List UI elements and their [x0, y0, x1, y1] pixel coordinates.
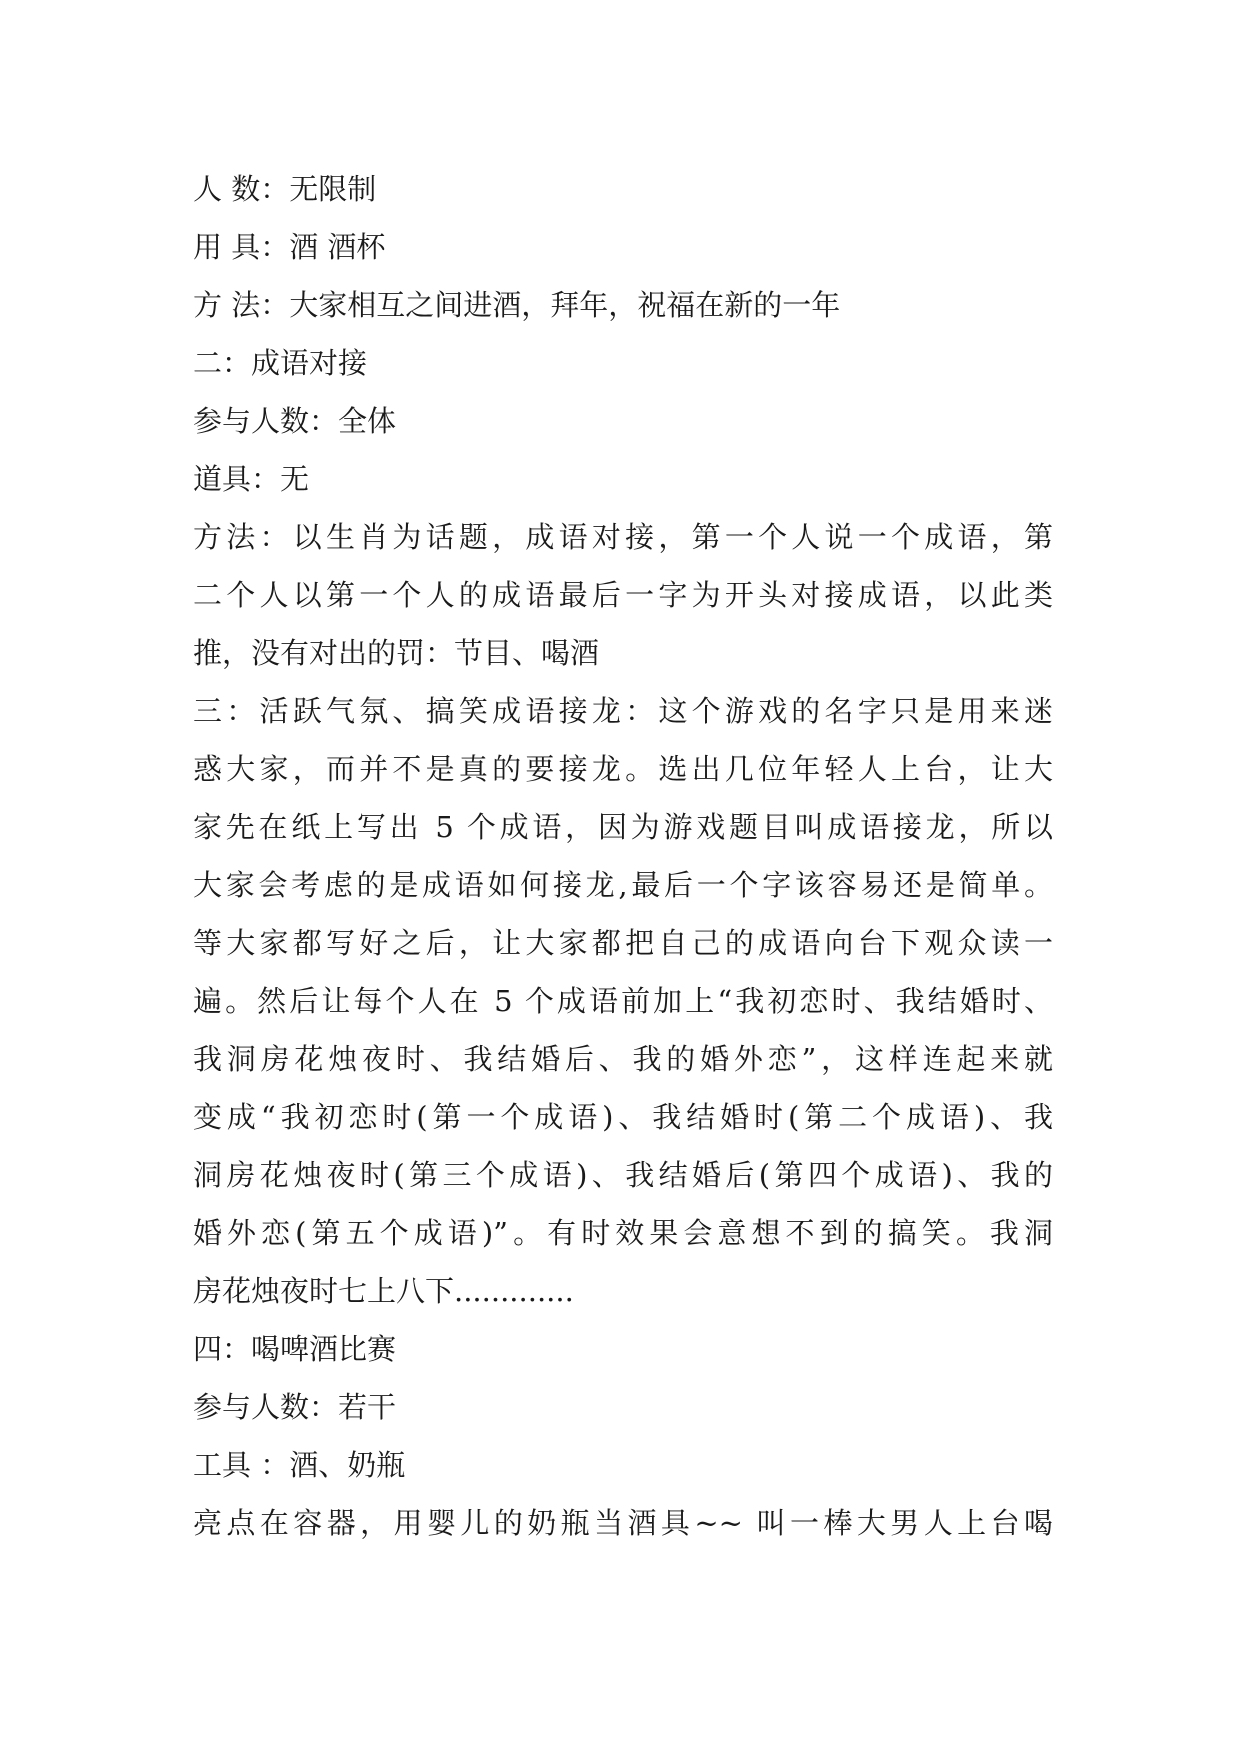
paragraph-line: 变成“我初恋时(第一个成语)、我结婚时(第二个成语)、我 — [193, 1100, 1053, 1134]
text-line-method: 方 法：大家相互之间进酒，拜年，祝福在新的一年 — [193, 288, 841, 322]
text-line-participants: 参与人数：若干 — [193, 1390, 397, 1424]
paragraph-line: 遍。然后让每个人在 5 个成语前加上“我初恋时、我结婚时、 — [193, 984, 1053, 1018]
text-line-tools: 工具 ：酒、奶瓶 — [193, 1448, 406, 1482]
paragraph-line: 亮点在容器，用婴儿的奶瓶当酒具~~ 叫一棒大男人上台喝 — [193, 1506, 1053, 1540]
section-heading-funny-idiom: 三：活跃气氛、搞笑成语接龙：这个游戏的名字只是用来迷 — [193, 694, 1053, 728]
paragraph-line: 大家会考虑的是成语如何接龙,最后一个字该容易还是简单。 — [193, 868, 1053, 902]
paragraph-line: 婚外恋(第五个成语)”。有时效果会意想不到的搞笑。我洞 — [193, 1216, 1053, 1250]
paragraph-line: 房花烛夜时七上八下............. — [193, 1274, 574, 1308]
paragraph-line: 惑大家，而并不是真的要接龙。选出几位年轻人上台，让大 — [193, 752, 1053, 786]
paragraph-line: 家先在纸上写出 5 个成语，因为游戏题目叫成语接龙，所以 — [193, 810, 1053, 844]
paragraph-line: 推，没有对出的罚：节目、喝酒 — [193, 636, 600, 670]
paragraph-line: 方法：以生肖为话题，成语对接，第一个人说一个成语，第 — [193, 520, 1053, 554]
text-line-participants: 参与人数：全体 — [193, 404, 397, 438]
document-body — [193, 160, 1053, 1552]
section-heading-beer-contest: 四：喝啤酒比赛 — [193, 1332, 397, 1366]
paragraph-line: 我洞房花烛夜时、我结婚后、我的婚外恋”，这样连起来就 — [193, 1042, 1053, 1076]
paragraph-line: 等大家都写好之后，让大家都把自己的成语向台下观众读一 — [193, 926, 1053, 960]
section-heading-idiom-chain: 二：成语对接 — [193, 346, 368, 380]
paragraph-line: 二个人以第一个人的成语最后一字为开头对接成语，以此类 — [193, 578, 1053, 612]
text-line-people-count: 人 数：无限制 — [193, 172, 377, 206]
text-line-props: 道具：无 — [193, 462, 310, 496]
text-line-tools: 用 具：酒 酒杯 — [193, 230, 386, 264]
paragraph-line: 洞房花烛夜时(第三个成语)、我结婚后(第四个成语)、我的 — [193, 1158, 1053, 1192]
